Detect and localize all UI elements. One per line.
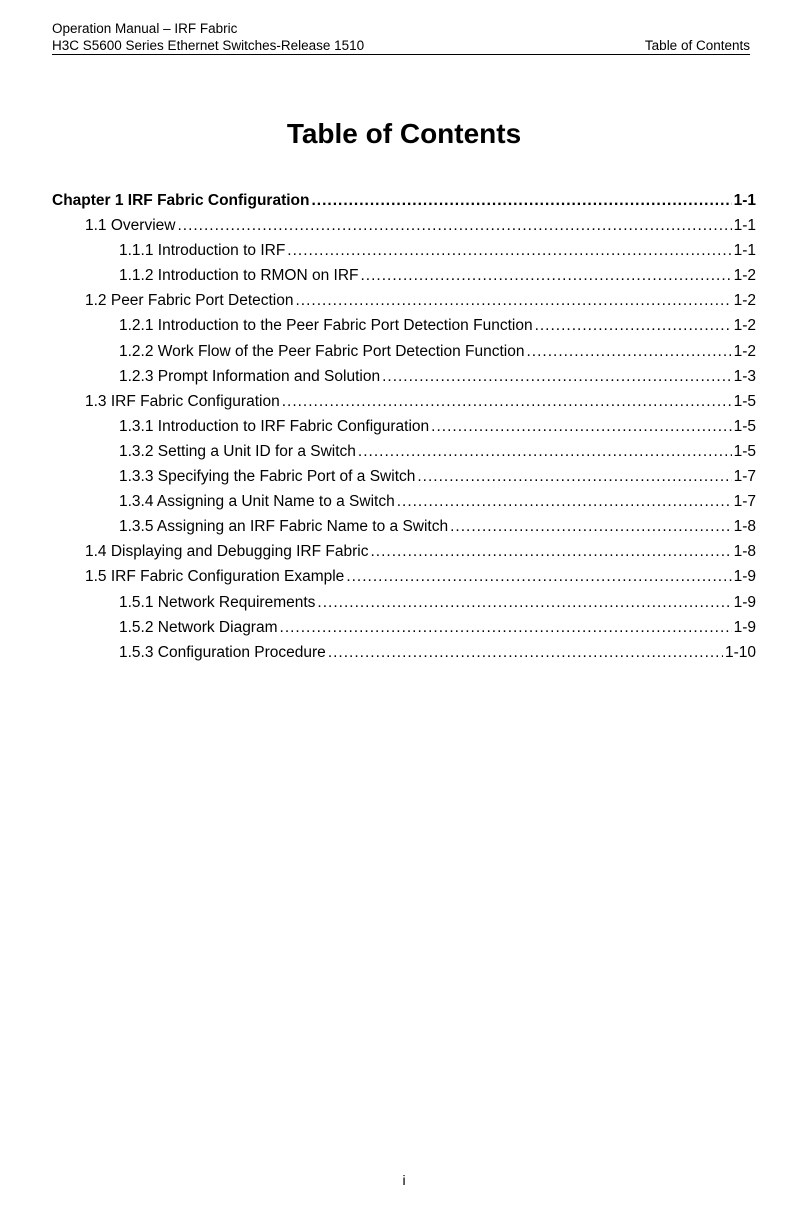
- toc-dot-leader: [296, 288, 732, 313]
- toc-entry[interactable]: [52, 439, 756, 464]
- toc-entry[interactable]: [52, 364, 756, 389]
- toc-entry-page-number: 1-2: [733, 317, 756, 335]
- toc-entry-title: 1.2 Peer Fabric Port Detection: [85, 292, 294, 310]
- header-section-name: Table of Contents: [644, 38, 750, 53]
- header-product-name: H3C S5600 Series Ethernet Switches-Release 1510: [52, 38, 365, 53]
- toc-entry-title: 1.1 Overview: [85, 217, 176, 235]
- toc-dot-leader: [535, 313, 732, 338]
- toc-entry-page-number: 1-7: [733, 468, 756, 486]
- toc-entry-title: Chapter 1 IRF Fabric Configuration: [52, 192, 310, 209]
- header-manual-title: Operation Manual – IRF Fabric: [52, 21, 238, 36]
- toc-entry[interactable]: [52, 615, 756, 640]
- toc-entry-title: 1.3.5 Assigning an IRF Fabric Name to a Switch: [119, 518, 449, 536]
- toc-entry-page-number: 1-8: [733, 518, 756, 536]
- toc-entry-title: 1.2.3 Prompt Information and Solution: [119, 367, 381, 385]
- toc-dot-leader: [382, 364, 732, 389]
- toc-entry-page-number: 1-5: [733, 392, 756, 410]
- toc-dot-leader: [358, 439, 732, 464]
- toc-dot-leader: [450, 514, 731, 539]
- toc-entry[interactable]: [52, 640, 756, 665]
- page-header: [52, 20, 750, 54]
- toc-entry[interactable]: [52, 590, 756, 615]
- toc-entry-page-number: 1-2: [733, 267, 756, 285]
- toc-entry-title: 1.4 Displaying and Debugging IRF Fabric: [85, 543, 369, 561]
- toc-entry-title: 1.3.4 Assigning a Unit Name to a Switch: [119, 493, 395, 511]
- toc-entry-title: 1.2.2 Work Flow of the Peer Fabric Port Detection Function: [119, 342, 525, 360]
- toc-entry-page-number: 1-1: [733, 242, 756, 260]
- toc-entry-page-number: 1-5: [733, 417, 756, 435]
- toc-dot-leader: [280, 615, 732, 640]
- toc-dot-leader: [287, 238, 731, 263]
- toc-entry[interactable]: [52, 188, 756, 213]
- toc-entry[interactable]: [52, 464, 756, 489]
- header-divider: [52, 54, 750, 55]
- toc-list: [52, 188, 756, 665]
- toc-entry-title: 1.3.3 Specifying the Fabric Port of a Switch: [119, 468, 416, 486]
- toc-entry[interactable]: [52, 288, 756, 313]
- toc-entry-page-number: 1-9: [733, 568, 756, 586]
- toc-entry[interactable]: [52, 389, 756, 414]
- toc-entry-page-number: 1-5: [733, 442, 756, 460]
- toc-entry-title: 1.5 IRF Fabric Configuration Example: [85, 568, 345, 586]
- toc-entry-page-number: 1-3: [733, 367, 756, 385]
- toc-entry[interactable]: [52, 564, 756, 589]
- toc-dot-leader: [317, 590, 731, 615]
- toc-entry[interactable]: [52, 339, 756, 364]
- toc-dot-leader: [370, 539, 731, 564]
- toc-dot-leader: [346, 564, 731, 589]
- toc-entry-title: 1.3.1 Introduction to IRF Fabric Configuration: [119, 417, 430, 435]
- toc-dot-leader: [397, 489, 732, 514]
- toc-dot-leader: [361, 263, 732, 288]
- toc-entry-page-number: 1-2: [733, 292, 756, 310]
- toc-entry-page-number: 1-9: [733, 593, 756, 611]
- toc-entry[interactable]: [52, 514, 756, 539]
- toc-entry-page-number: 1-7: [733, 493, 756, 511]
- toc-entry-title: 1.1.2 Introduction to RMON on IRF: [119, 267, 359, 285]
- toc-entry-page-number: 1-1: [733, 192, 756, 209]
- toc-dot-leader: [177, 213, 731, 238]
- toc-entry-title: 1.5.1 Network Requirements: [119, 593, 316, 611]
- toc-entry-page-number: 1-9: [733, 618, 756, 636]
- toc-entry-page-number: 1-2: [733, 342, 756, 360]
- toc-entry[interactable]: [52, 213, 756, 238]
- toc-entry[interactable]: [52, 313, 756, 338]
- toc-dot-leader: [311, 188, 731, 213]
- toc-entry-title: 1.5.2 Network Diagram: [119, 618, 278, 636]
- toc-dot-leader: [282, 389, 732, 414]
- toc-entry-title: 1.2.1 Introduction to the Peer Fabric Port Detection Function: [119, 317, 533, 335]
- toc-entry-page-number: 1-10: [724, 643, 756, 661]
- header-line-2: [52, 37, 750, 54]
- toc-entry[interactable]: [52, 263, 756, 288]
- toc-entry-page-number: 1-8: [733, 543, 756, 561]
- toc-entry-title: 1.5.3 Configuration Procedure: [119, 643, 326, 661]
- toc-entry-title: 1.3 IRF Fabric Configuration: [85, 392, 280, 410]
- toc-dot-leader: [526, 339, 731, 364]
- toc-entry[interactable]: [52, 489, 756, 514]
- toc-dot-leader: [431, 414, 731, 439]
- toc-dot-leader: [417, 464, 731, 489]
- page-title: Table of Contents: [286, 118, 522, 149]
- footer-page-number: i: [402, 1172, 406, 1188]
- toc-entry-title: 1.3.2 Setting a Unit ID for a Switch: [119, 442, 356, 460]
- toc-entry-title: 1.1.1 Introduction to IRF: [119, 242, 286, 260]
- toc-dot-leader: [328, 640, 723, 665]
- toc-entry[interactable]: [52, 238, 756, 263]
- toc-entry[interactable]: [52, 539, 756, 564]
- toc-entry-page-number: 1-1: [733, 217, 756, 235]
- toc-entry[interactable]: [52, 414, 756, 439]
